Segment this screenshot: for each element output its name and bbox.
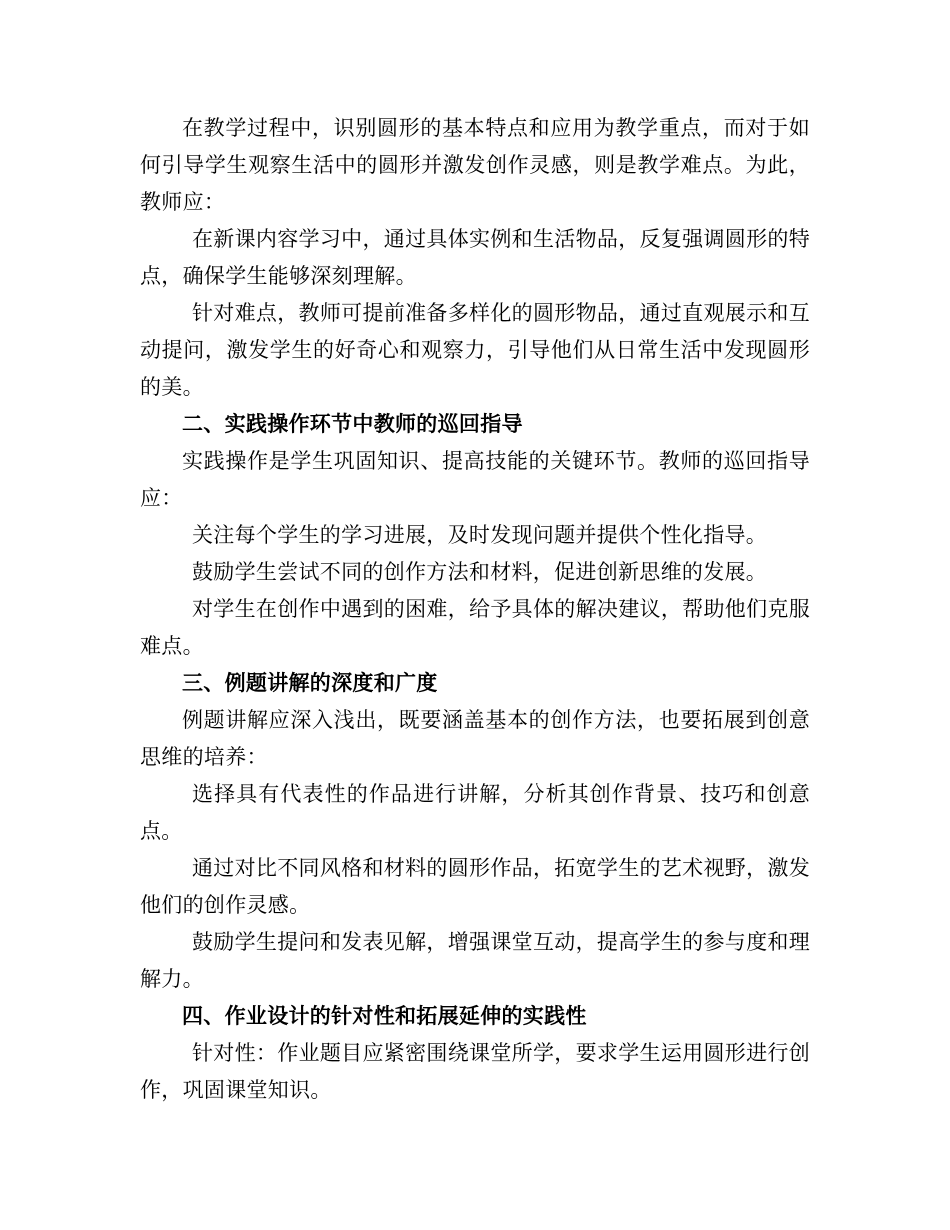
- paragraph-point-new-lesson: 在新课内容学习中，通过具体实例和生活物品，反复强调圆形的特点，确保学生能够深刻理解。: [140, 227, 810, 288]
- paragraph-point-targeted: 针对性：作业题目应紧密围绕课堂所学，要求学生运用圆形进行创作，巩固课堂知识。: [140, 1041, 810, 1102]
- section-heading-2: 二、实践操作环节中教师的巡回指导: [182, 412, 523, 436]
- document-page: [140, 110, 810, 1109]
- paragraph-point-questions: 鼓励学生提问和发表见解，增强课堂互动，提高学生的参与度和理解力。: [140, 930, 810, 991]
- paragraph-intro: 在教学过程中，识别圆形的基本特点和应用为教学重点，而对于如何引导学生观察生活中的圆形并激发创作灵感，则是教学难点。为此，教师应：: [140, 116, 810, 214]
- paragraph-point-difficulties: 对学生在创作中遇到的困难，给予具体的解决建议，帮助他们克服难点。: [140, 597, 810, 658]
- paragraph-point-methods: 鼓励学生尝试不同的创作方法和材料，促进创新思维的发展。: [192, 560, 768, 584]
- paragraph-point-representative: 选择具有代表性的作品进行讲解，分析其创作背景、技巧和创意点。: [140, 782, 810, 843]
- paragraph-point-progress: 关注每个学生的学习进展，及时发现问题并提供个性化指导。: [192, 523, 768, 547]
- section-heading-3: 三、例题讲解的深度和广度: [182, 671, 438, 695]
- paragraph-point-compare: 通过对比不同风格和材料的圆形作品，拓宽学生的艺术视野，激发他们的创作灵感。: [140, 856, 810, 917]
- section-heading-4: 四、作业设计的针对性和拓展延伸的实践性: [182, 1004, 587, 1028]
- paragraph-practice-intro: 实践操作是学生巩固知识、提高技能的关键环节。教师的巡回指导应：: [140, 449, 810, 510]
- paragraph-example-intro: 例题讲解应深入浅出，既要涵盖基本的创作方法，也要拓展到创意思维的培养：: [140, 708, 810, 769]
- paragraph-point-difficulty: 针对难点，教师可提前准备多样化的圆形物品，通过直观展示和互动提问，激发学生的好奇心和观察力，引导他们从日常生活中发现圆形的美。: [140, 301, 810, 399]
